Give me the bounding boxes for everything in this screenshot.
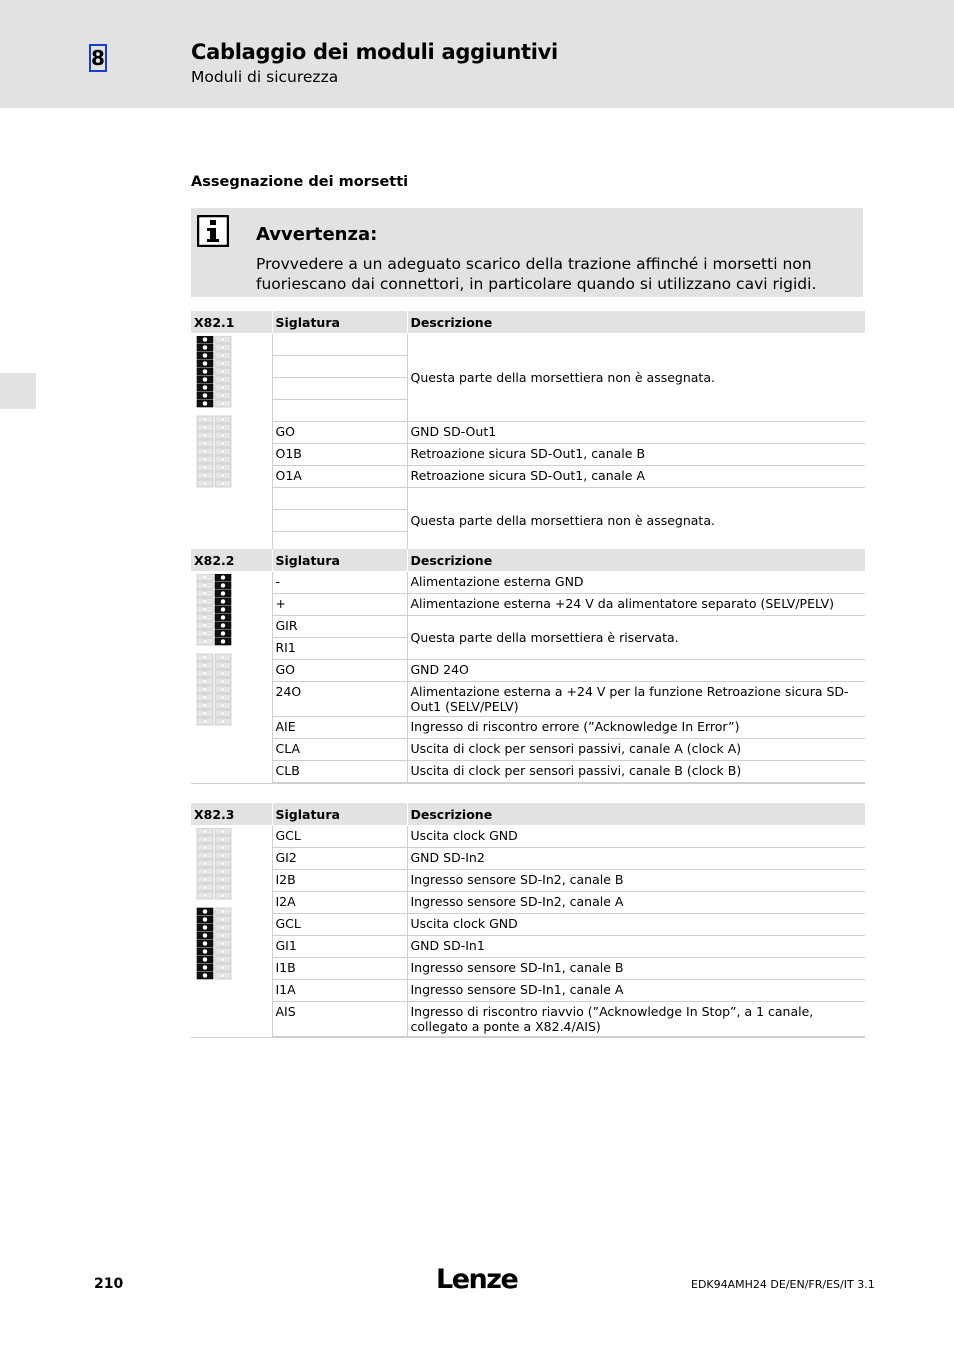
terminal-description: Questa parte della morsettiera non è assegnata. <box>407 488 865 555</box>
table-row <box>191 936 865 958</box>
table-row <box>191 892 865 914</box>
side-tab-marker <box>0 373 36 409</box>
terminal-label: GCL <box>272 826 407 848</box>
table-header-cell: Siglatura <box>272 311 407 334</box>
table-row <box>191 488 865 510</box>
terminal-label: GO <box>272 422 407 444</box>
terminal-description: GND SD-Out1 <box>407 422 865 444</box>
terminal-label: O1A <box>272 466 407 488</box>
terminal-label: I2A <box>272 892 407 914</box>
note-text: Provvedere a un adeguato scarico della trazione affinché i morsetti non fuoriescano dai connettori, in particolare quando si utilizzano cavi rigidi. <box>256 255 817 293</box>
terminal-description: GND SD-In1 <box>407 936 865 958</box>
terminal-label: O1B <box>272 444 407 466</box>
table-header-cell: Descrizione <box>407 803 865 826</box>
table-row <box>191 914 865 936</box>
terminal-label: AIS <box>272 1002 407 1038</box>
table-row <box>191 616 865 638</box>
terminal-description: Uscita di clock per sensori passivi, canale B (clock B) <box>407 761 865 784</box>
terminal-label: GO <box>272 660 407 682</box>
table-row <box>191 444 865 466</box>
terminal-label: GI1 <box>272 936 407 958</box>
terminal-description: Retroazione sicura SD-Out1, canale A <box>407 466 865 488</box>
terminal-description: Ingresso sensore SD-In2, canale A <box>407 892 865 914</box>
info-icon <box>197 215 229 247</box>
table-row <box>191 594 865 616</box>
terminal-label <box>272 488 407 510</box>
page-subtitle: Moduli di sicurezza <box>191 68 339 86</box>
page-title: Cablaggio dei moduli aggiuntivi <box>191 40 558 64</box>
terminal-label: I1A <box>272 980 407 1002</box>
terminal-description: Ingresso sensore SD-In1, canale B <box>407 958 865 980</box>
table-row <box>191 826 865 848</box>
table-row <box>191 761 865 784</box>
terminal-table-X82-3 <box>191 803 865 1038</box>
terminal-connector-icon <box>195 828 235 984</box>
table-header-cell: X82.1 <box>191 311 272 334</box>
terminal-description: Questa parte della morsettiera è riservata. <box>407 616 865 660</box>
table-header-cell: Siglatura <box>272 803 407 826</box>
terminal-description: Ingresso di riscontro riavvio (”Acknowledge In Stop”, a 1 canale, collegato a ponte a X82.4/AIS) <box>407 1002 865 1038</box>
terminal-connector-icon <box>195 336 235 492</box>
terminal-description: Ingresso sensore SD-In1, canale A <box>407 980 865 1002</box>
terminal-label: - <box>272 572 407 594</box>
terminal-label: GCL <box>272 914 407 936</box>
lenze-logo: Lenze <box>436 1264 518 1295</box>
table-header-cell: Descrizione <box>407 311 865 334</box>
terminal-table-X82-1 <box>191 311 865 555</box>
section-heading: Assegnazione dei morsetti <box>191 174 409 190</box>
terminal-label <box>272 400 407 422</box>
table-header-cell: Descrizione <box>407 549 865 572</box>
terminal-label <box>272 378 407 400</box>
table-row <box>191 682 865 717</box>
terminal-description: Uscita clock GND <box>407 914 865 936</box>
note-title: Avvertenza: <box>256 224 378 245</box>
terminal-label: RI1 <box>272 638 407 660</box>
table-row <box>191 466 865 488</box>
table-row <box>191 848 865 870</box>
table-header-cell: X82.3 <box>191 803 272 826</box>
table-row <box>191 958 865 980</box>
terminal-description: Alimentazione esterna GND <box>407 572 865 594</box>
terminal-label: CLB <box>272 761 407 784</box>
document-id: EDK94AMH24 DE/EN/FR/ES/IT 3.1 <box>691 1278 875 1291</box>
table-row <box>191 980 865 1002</box>
terminal-label: GIR <box>272 616 407 638</box>
terminal-description: Ingresso sensore SD-In2, canale B <box>407 870 865 892</box>
terminal-label: 24O <box>272 682 407 717</box>
terminal-label: GI2 <box>272 848 407 870</box>
terminal-description: Ingresso di riscontro errore (”Acknowledge In Error”) <box>407 717 865 739</box>
note-box <box>191 208 863 297</box>
terminal-label: + <box>272 594 407 616</box>
connector-cell <box>191 572 272 784</box>
terminal-description: Uscita clock GND <box>407 826 865 848</box>
terminal-label <box>272 334 407 356</box>
terminal-description: Retroazione sicura SD-Out1, canale B <box>407 444 865 466</box>
terminal-label <box>272 510 407 532</box>
terminal-description: Uscita di clock per sensori passivi, canale A (clock A) <box>407 739 865 761</box>
page-number: 210 <box>94 1276 124 1292</box>
table-header-cell: X82.2 <box>191 549 272 572</box>
table-header-cell: Siglatura <box>272 549 407 572</box>
table-row <box>191 870 865 892</box>
terminal-label: I2B <box>272 870 407 892</box>
table-row <box>191 334 865 356</box>
terminal-table-X82-2 <box>191 549 865 784</box>
connector-cell <box>191 826 272 1038</box>
terminal-label: AIE <box>272 717 407 739</box>
table-row <box>191 739 865 761</box>
terminal-connector-icon <box>195 574 235 730</box>
table-row <box>191 1002 865 1038</box>
table-row <box>191 660 865 682</box>
terminal-description: GND 24O <box>407 660 865 682</box>
terminal-label: CLA <box>272 739 407 761</box>
terminal-description: Questa parte della morsettiera non è assegnata. <box>407 334 865 422</box>
terminal-label <box>272 356 407 378</box>
table-row <box>191 717 865 739</box>
terminal-label: I1B <box>272 958 407 980</box>
table-row <box>191 572 865 594</box>
terminal-description: Alimentazione esterna +24 V da alimentatore separato (SELV/PELV) <box>407 594 865 616</box>
terminal-description: GND SD-In2 <box>407 848 865 870</box>
table-row <box>191 422 865 444</box>
terminal-description: Alimentazione esterna a +24 V per la funzione Retroazione sicura SD-Out1 (SELV/PELV) <box>407 682 865 717</box>
chapter-number: 8 <box>89 44 107 72</box>
connector-cell <box>191 334 272 555</box>
